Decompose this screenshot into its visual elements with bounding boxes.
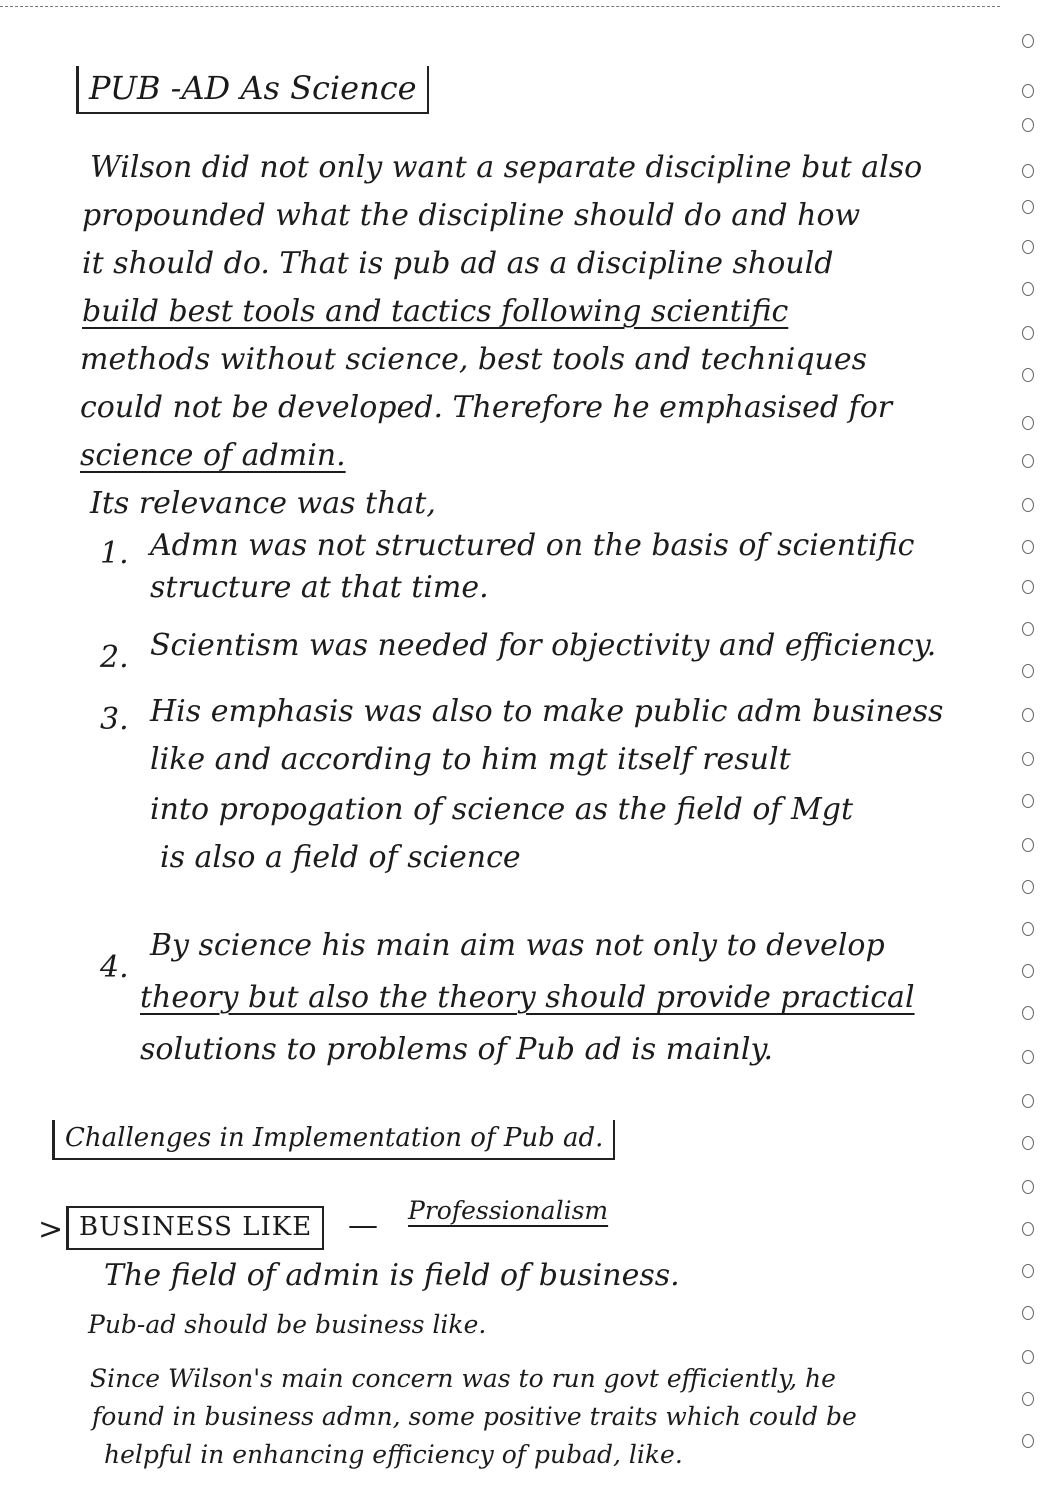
heading-box bbox=[76, 66, 429, 114]
binder-hole-icon bbox=[1022, 1306, 1034, 1320]
binder-hole-icon bbox=[1022, 922, 1034, 936]
binder-hole-icon bbox=[1022, 708, 1034, 722]
business-line: Since Wilson's main concern was to run govt efficiently, he bbox=[90, 1364, 836, 1393]
binder-hole-icon bbox=[1022, 580, 1034, 594]
point-line: into propogation of science as the field of Mgt bbox=[150, 792, 854, 827]
binder-hole-icon bbox=[1022, 1222, 1034, 1236]
point-number: 3. bbox=[100, 702, 129, 737]
binder-hole-icon bbox=[1022, 1050, 1034, 1064]
business-line: Pub-ad should be business like. bbox=[88, 1310, 487, 1339]
binder-hole-icon bbox=[1022, 368, 1034, 382]
binder-hole-icon bbox=[1022, 498, 1034, 512]
page-heading: PUB -AD As Science bbox=[89, 69, 417, 107]
point-line: structure at that time. bbox=[150, 570, 489, 605]
point-line: Scientism was needed for objectivity and efficiency. bbox=[150, 628, 937, 663]
binder-hole-icon bbox=[1022, 326, 1034, 340]
page-top-edge bbox=[0, 6, 1000, 9]
binder-hole-icon bbox=[1022, 282, 1034, 296]
point-number: 2. bbox=[100, 640, 129, 675]
binder-holes bbox=[1006, 0, 1056, 1493]
business-line: The field of admin is field of business. bbox=[104, 1258, 680, 1293]
point-line: Admn was not structured on the basis of scientific bbox=[150, 528, 915, 563]
paragraph-line: science of admin. bbox=[80, 438, 346, 473]
dash-separator: — bbox=[348, 1208, 378, 1243]
point-line: like and according to him mgt itself result bbox=[150, 742, 791, 777]
business-line: helpful in enhancing efficiency of pubad, like. bbox=[104, 1440, 683, 1469]
paragraph-line: could not be developed. Therefore he emphasised for bbox=[80, 390, 893, 425]
arrow-marker-icon: > bbox=[38, 1212, 64, 1247]
point-line: His emphasis was also to make public adm business bbox=[150, 694, 944, 729]
binder-hole-icon bbox=[1022, 838, 1034, 852]
binder-hole-icon bbox=[1022, 880, 1034, 894]
binder-hole-icon bbox=[1022, 964, 1034, 978]
binder-hole-icon bbox=[1022, 1006, 1034, 1020]
binder-hole-icon bbox=[1022, 240, 1034, 254]
paragraph-line: it should do. That is pub ad as a discipline should bbox=[82, 246, 834, 281]
binder-hole-icon bbox=[1022, 164, 1034, 178]
point-line: By science his main aim was not only to develop bbox=[150, 928, 885, 963]
binder-hole-icon bbox=[1022, 454, 1034, 468]
binder-hole-icon bbox=[1022, 84, 1034, 98]
binder-hole-icon bbox=[1022, 1136, 1034, 1150]
binder-hole-icon bbox=[1022, 1350, 1034, 1364]
professionalism-label: Professionalism bbox=[408, 1196, 609, 1225]
paragraph-line: Wilson did not only want a separate discipline but also bbox=[90, 150, 923, 185]
point-line: is also a field of science bbox=[160, 840, 521, 875]
binder-hole-icon bbox=[1022, 622, 1034, 636]
binder-hole-icon bbox=[1022, 1094, 1034, 1108]
binder-hole-icon bbox=[1022, 200, 1034, 214]
binder-hole-icon bbox=[1022, 794, 1034, 808]
binder-hole-icon bbox=[1022, 1264, 1034, 1278]
challenges-heading-box bbox=[52, 1120, 615, 1160]
point-line: theory but also the theory should provide practical bbox=[140, 980, 915, 1015]
binder-hole-icon bbox=[1022, 118, 1034, 132]
business-like-label: BUSINESS LIKE bbox=[79, 1212, 313, 1242]
business-like-box bbox=[66, 1206, 324, 1250]
business-line: found in business admn, some positive traits which could be bbox=[92, 1402, 857, 1431]
point-line: solutions to problems of Pub ad is mainly. bbox=[140, 1032, 773, 1067]
binder-hole-icon bbox=[1022, 34, 1034, 48]
paragraph-line: propounded what the discipline should do and how bbox=[82, 198, 861, 233]
paragraph-line: methods without science, best tools and techniques bbox=[80, 342, 868, 377]
challenges-heading: Challenges in Implementation of Pub ad. bbox=[65, 1123, 604, 1153]
binder-hole-icon bbox=[1022, 540, 1034, 554]
relevance-intro: Its relevance was that, bbox=[90, 486, 436, 521]
binder-hole-icon bbox=[1022, 416, 1034, 430]
binder-hole-icon bbox=[1022, 1434, 1034, 1448]
binder-hole-icon bbox=[1022, 1180, 1034, 1194]
binder-hole-icon bbox=[1022, 664, 1034, 678]
paragraph-line: build best tools and tactics following scientific bbox=[82, 294, 789, 329]
binder-hole-icon bbox=[1022, 752, 1034, 766]
point-number: 4. bbox=[100, 950, 129, 985]
binder-hole-icon bbox=[1022, 1392, 1034, 1406]
point-number: 1. bbox=[100, 536, 129, 571]
